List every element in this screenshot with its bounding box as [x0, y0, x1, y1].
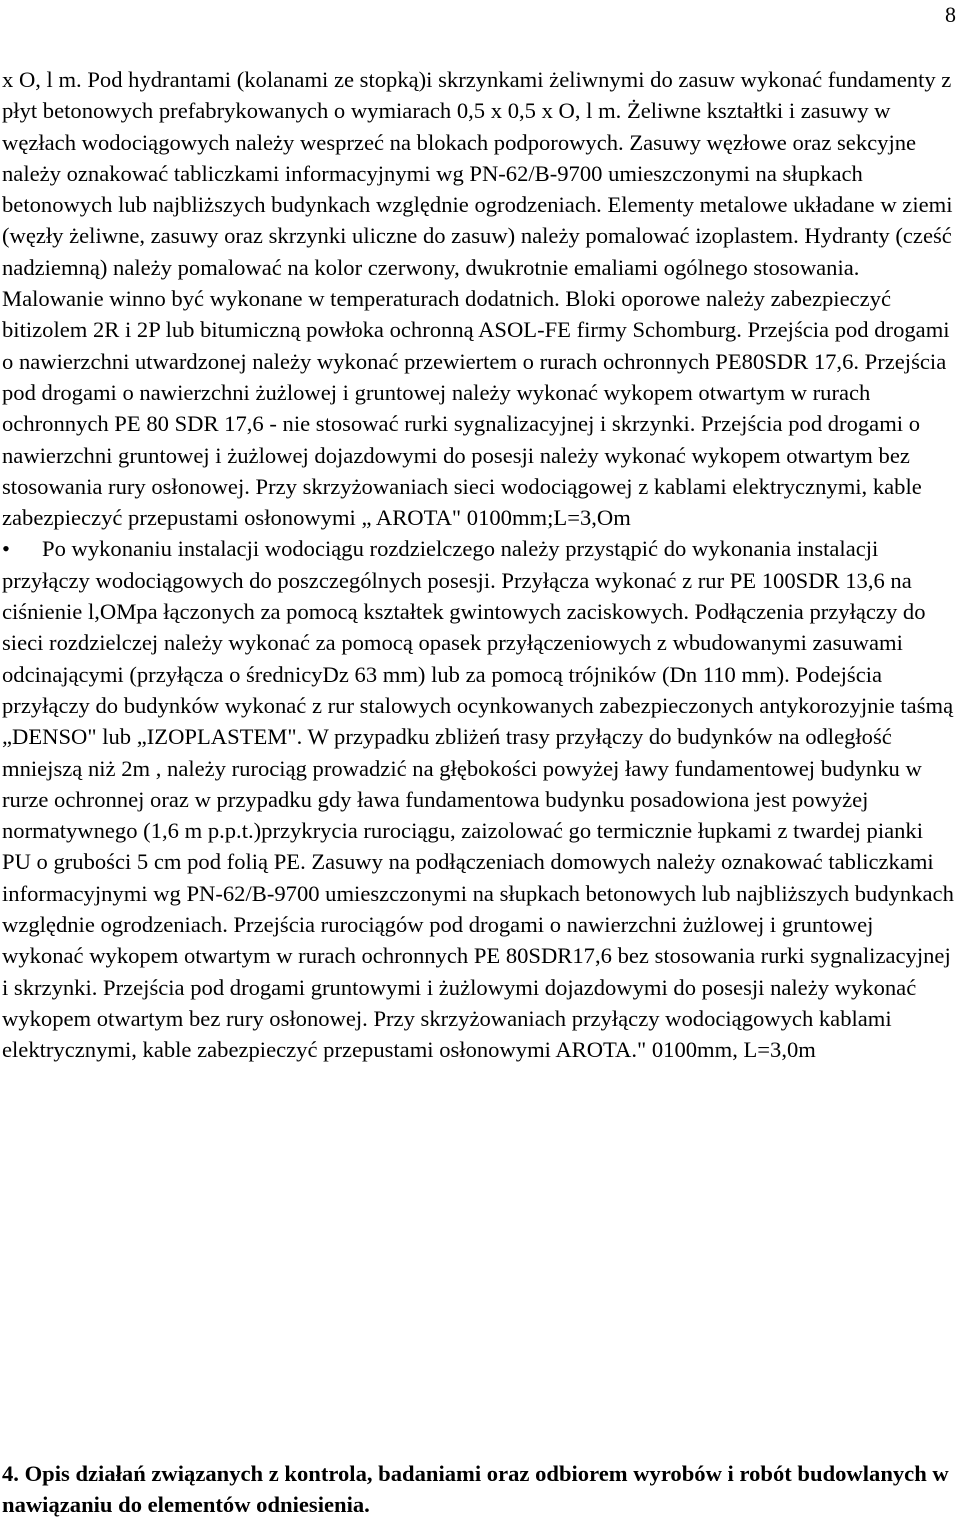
- paragraph-hydrants: x O, l m. Pod hydrantami (kolanami ze stopką)i skrzynkami żeliwnymi do zasuw wykonać fundamenty z płyt betonowych prefabrykowanych o wymiarach 0,5 x 0,5 x O, l m. Żeliwne kształtki i zasuwy w węzłach wodociągowych należy wesprzeć na blokach podporowych. Zasuwy węzłowe oraz sekcyjne należy oznakować tabliczkami informacyjnymi wg PN-62/B-9700 umieszczonymi na słupkach betonowych lub najbliższych budynkach względnie ogrodzeniach. Elementy metalowe układane w ziemi (węzły żeliwne, zasuwy oraz skrzynki uliczne do zasuw) należy pomalować izoplastem. Hydranty (cześć nadziemną) należy pomalować na kolor czerwony, dwukrotnie emaliami ogólnego stosowania. Malowanie winno być wykonane w temperaturach dodatnich. Bloki oporowe należy zabezpieczyć bitizolem 2R i 2P lub bitumiczną powłoka ochronną ASOL-FE firmy Schomburg. Przejścia pod drogami o nawierzchni utwardzonej należy wykonać przewiertem o rurach ochronnych PE80SDR 17,6. Przejścia pod drogami o nawierzchni żużlowej i gruntowej należy wykonać wykopem otwartym w rurach ochronnych PE 80 SDR 17,6 - nie stosować rurki sygnalizacyjnej i skrzynki. Przejścia pod drogami o nawierzchni gruntowej i żużlowej dojazdowymi do posesji należy wykonać wykopem otwartym bez stosowania rury osłonowej. Przy skrzyżowaniach sieci wodociągowej z kablami elektrycznymi, kable zabezpieczyć przepustami osłonowymi „ AROTA" 0100mm;L=3,Om: [2, 67, 953, 531]
- section-heading: 4. Opis działań związanych z kontrola, badaniami oraz odbiorem wyrobów i robót budowlanych w nawiązaniu do elementów odniesienia.: [2, 1461, 949, 1518]
- page-number: 8: [945, 2, 956, 27]
- bullet-paragraph-connections: [2, 533, 956, 1065]
- bullet-paragraph-text: Po wykonaniu instalacji wodociągu rozdzielczego należy przystąpić do wykonania instalacji przyłączy wodociągowych do poszczególnych posesji. Przyłącza wykonać z rur PE 100SDR 13,6 na ciśnienie l,OMpa łączonych za pomocą kształtek gwintowych zaciskowych. Podłączenia przyłączy do sieci rozdzielczej należy wykonać za pomocą opasek przyłączeniowych z wbudowanymi zasuwami odcinającymi (przyłącza o średnicyDz 63 mm) lub za pomocą trójników (Dn 110 mm). Podejścia przyłączy do budynków wykonać z rur stalowych ocynkowanych zabezpieczonych antykorozyjnie taśmą „DENSO" lub „IZOPLASTEM". W przypadku zbliżeń trasy przyłączy do budynków na odległość mniejszą niż 2m , należy rurociąg prowadzić na głębokości powyżej ławy fundamentowej budynku w rurze ochronnej oraz w przypadku gdy ława fundamentowa budynku posadowiona jest powyżej normatywnego (1,6 m p.p.t.)przykrycia rurociągu, zaizolować go termicznie łupkami z twardej pianki PU o grubości 5 cm pod folią PE. Zasuwy na podłączeniach domowych należy oznakować tabliczkami informacyjnymi wg PN-62/B-9700 umieszczonymi na słupkach betonowych lub najbliższych budynkach względnie ogrodzeniach. Przejścia rurociągów pod drogami o nawierzchni żużlowej i gruntowej wykonać wykopem otwartym w rurach ochronnych PE 80SDR17,6 bez stosowania rurki sygnalizacyjnej i skrzynki. Przejścia pod drogami gruntowymi i żużlowymi dojazdowymi do posesji należy wykonać wykopem otwartym bez rury osłonowej. Przy skrzyżowaniach przyłączy wodociągowych kablami elektrycznymi, kable zabezpieczyć przepustami osłonowymi AROTA." 0100mm, L=3,0m: [2, 536, 954, 1063]
- document-body: [2, 64, 956, 1066]
- bullet-icon: •: [2, 536, 10, 562]
